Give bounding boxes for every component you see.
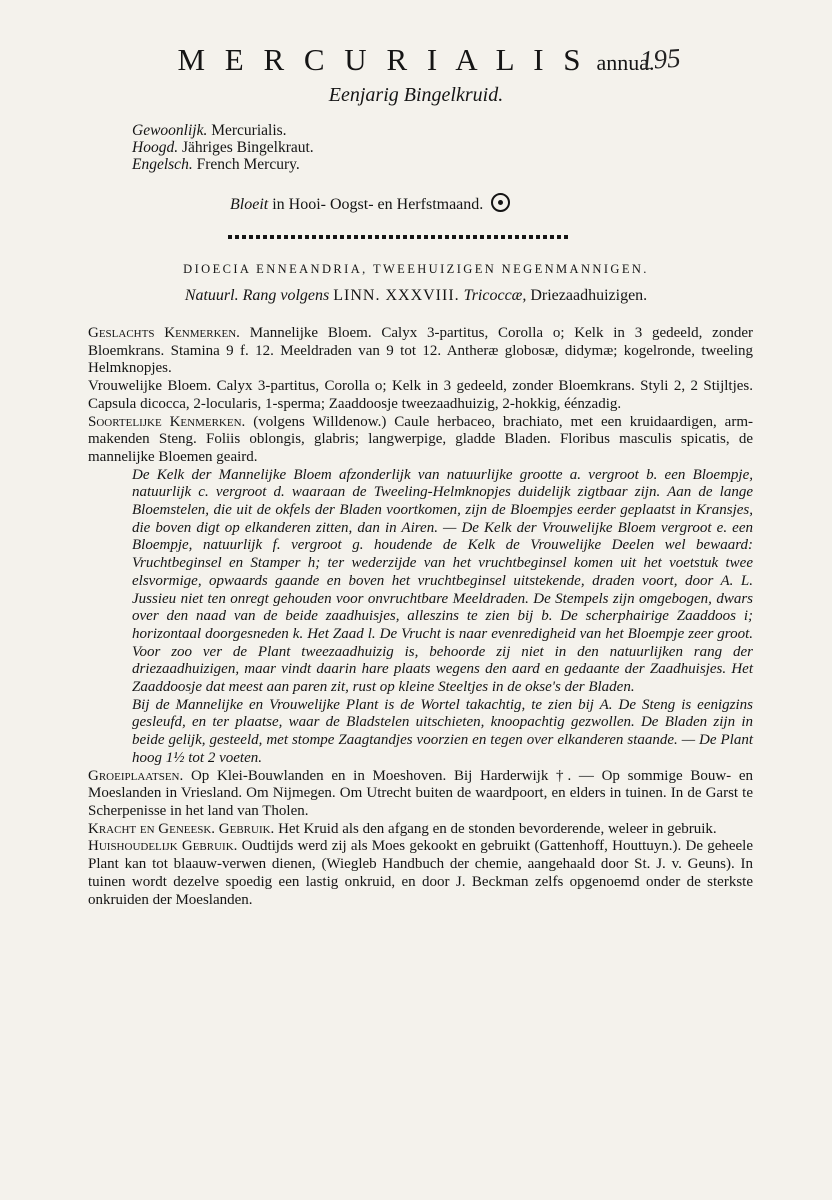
bloom-period (230, 190, 510, 214)
group-dutch: Driezaadhuizigen. (530, 287, 648, 304)
plant-description (88, 697, 753, 768)
synonym-language: Hoogd. (132, 139, 179, 156)
section-text: De Kelk der Mannelijke Bloem afzonderlijk van natuurlijke grootte a. vergroot b. een Bloempje, natuurlijk c. vergroot d. waaraan de Tweeling-Helmknopjes duidelijk zigtbaar zijn. Aan de lange Bloemstelen, die uit de okfels der Bladen voortkomen, zijn de Bloempjes eerder geplaatst in Kransjes, die boven digt op elkanderen zitten, dan in Airen. — De Kelk der Vrouwelijke Bloem vergroot e. een Bloempje, natuurlijk f. vergroot g. houdende de Kelk de Vrouwelijke Deelen wel bewaard: Vruchtbeginsel en Stamper h; ter wederzijde van het vruchtbeginsel komen uit het voetstuk twee elsvormige, opwaards gaande en boven het vruchtbeginsel uitstekende, draden voort, door A. L. Jussieu niet ten onregt gehouden voor onvruchtbare Meeldraden. De Stempels zijn omgebogen, dwars over den naad van de beide zaadhuisjes, alleszins te zien bij b. De scherphairige Zaaddoos i; horizontaal doorgesneden k. Het Zaad l. De Vrucht is naar evenredigheid van het Bloempje zeer groot. Voor zoo ver de Plant tweezaadhuizig is, behoorde zij niet in den natuurlijken rang der driezaadhuizigen, maar vindt daarin hare plaats wegens den aard en gedaante der Zaadhuisjes. Het Zaaddoosje dat meest aan paren zit, rust op kleine Steeltjes in de okse's der Bladen. (132, 466, 753, 696)
genus-title: M E R C U R I A L I S (177, 42, 587, 77)
synonym-name: Jähriges Bingelkraut. (181, 139, 314, 156)
perennial-symbol-icon (491, 193, 510, 212)
section-heading: Huishoudelijk Gebruik. (88, 838, 238, 855)
section-text: Op Klei-Bouwlanden en in Moeshoven. Bij Harderwijk †. — Op sommige Bouw- en Moeslanden in Vriesland. Om Nijmegen. Om Utrecht buiten de waardpoort, en elders in tuinen. In de Garst te Scherpenisse in het land van Tholen. (88, 767, 753, 819)
synonym-language: Engelsch. (132, 156, 193, 173)
title-row (0, 42, 832, 78)
species-name: annua. (596, 50, 655, 75)
section-heading: Kracht en Geneesk. Gebruik. (88, 820, 275, 837)
synonym-row (132, 139, 314, 156)
genus-characters (88, 325, 753, 378)
synonym-row (132, 122, 314, 139)
section-text: (volgens Willdenow.) Caule herbaceo, brachiato, met een kruidaardigen, arm-makenden Steng. Foliis oblongis, glabris; langwerpige, gladde Bladen. Floribus masculis spicatis, de mannelijke Bloemen geaird. (88, 413, 753, 465)
section-heading: Groeiplaatsen. (88, 767, 184, 784)
natural-rank-prefix: Natuurl. Rang volgens (184, 287, 330, 304)
female-flower-characters (88, 378, 753, 413)
section-heading: Geslachts Kenmerken. (88, 325, 240, 341)
species-characters (88, 414, 753, 467)
linnaean-classification: DIOECIA ENNEANDRIA, TWEEHUIZIGEN NEGENMANNIGEN. (183, 262, 649, 276)
habitats (88, 768, 753, 821)
synonym-row (132, 156, 314, 173)
section-text: Oudtijds werd zij als Moes gekookt en gebruikt (Gattenhoff, Houttuyn.). De geheele Plant kan tot blaauw-verwen dienen, (Wiegleb Handbuch der chemie, aangehaald door St. J. v. Geuns). In tuinen wordt dezelve spoedig een lastig onkruid, en door J. Beckman zelfs opgenoemd onder de sterkste onkruiden der Moeslanden. (88, 838, 754, 908)
natural-rank (0, 287, 832, 305)
section-text: Vrouwelijke Bloem. Calyx 3-partitus, Corolla o; Kelk in 3 gedeeld, zonder Bloemkrans. Styli 2, 2 Stijltjes. Capsula dicocca, 2-locularis, 1-sperma; Zaaddoosje tweezaadhuizig, 2-hokkig, éénzadig. (88, 378, 753, 412)
section-text: Mannelijke Bloem. Calyx 3-partitus, Corolla o; Kelk in 3 gedeeld, zonder Bloemkrans. Stamina 9 f. 12. Meeldraden van 9 tot 12. Antheræ globosæ, didymæ; kogelronde, tweeling Helmknopjes. (88, 325, 753, 377)
medicinal-use (88, 821, 753, 839)
synonym-language: Gewoonlijk. (132, 122, 208, 139)
synonym-name: French Mercury. (196, 156, 300, 173)
figure-description (88, 467, 753, 697)
group-latin: Tricoccæ, (463, 287, 527, 304)
bloom-text: in Hooi- Oogst- en Herfstmaand. (272, 196, 484, 213)
bloom-label: Bloeit (230, 196, 269, 213)
section-text: Het Kruid als den afgang en de stonden bevorderende, weleer in gebruik. (278, 820, 717, 837)
handwritten-folio-number: 195 (638, 42, 682, 76)
section-heading: Soortelijke Kenmerken. (88, 413, 246, 430)
linnaeus-reference: LINN. XXXVIII. (333, 287, 460, 304)
dutch-common-name: Eenjarig Bingelkruid. (328, 84, 504, 106)
description-body (88, 325, 753, 909)
ornamental-rule (228, 235, 570, 239)
synonym-name: Mercurialis. (211, 122, 287, 139)
synonym-list (132, 122, 314, 173)
section-text: Bij de Mannelijke en Vrouwelijke Plant is de Wortel takachtig, te zien bij A. De Steng is eenigzins gesleufd, en ter plaatse, waar de Bladstelen uitschieten, knoopachtig gezwollen. De Bladen zijn in beide gelijk, gesteeld, met stompe Zaagtandjes voorzien en tegen over elkanderen staande. — De Plant hoog 1½ tot 2 voeten. (132, 696, 753, 766)
household-use (88, 838, 753, 909)
